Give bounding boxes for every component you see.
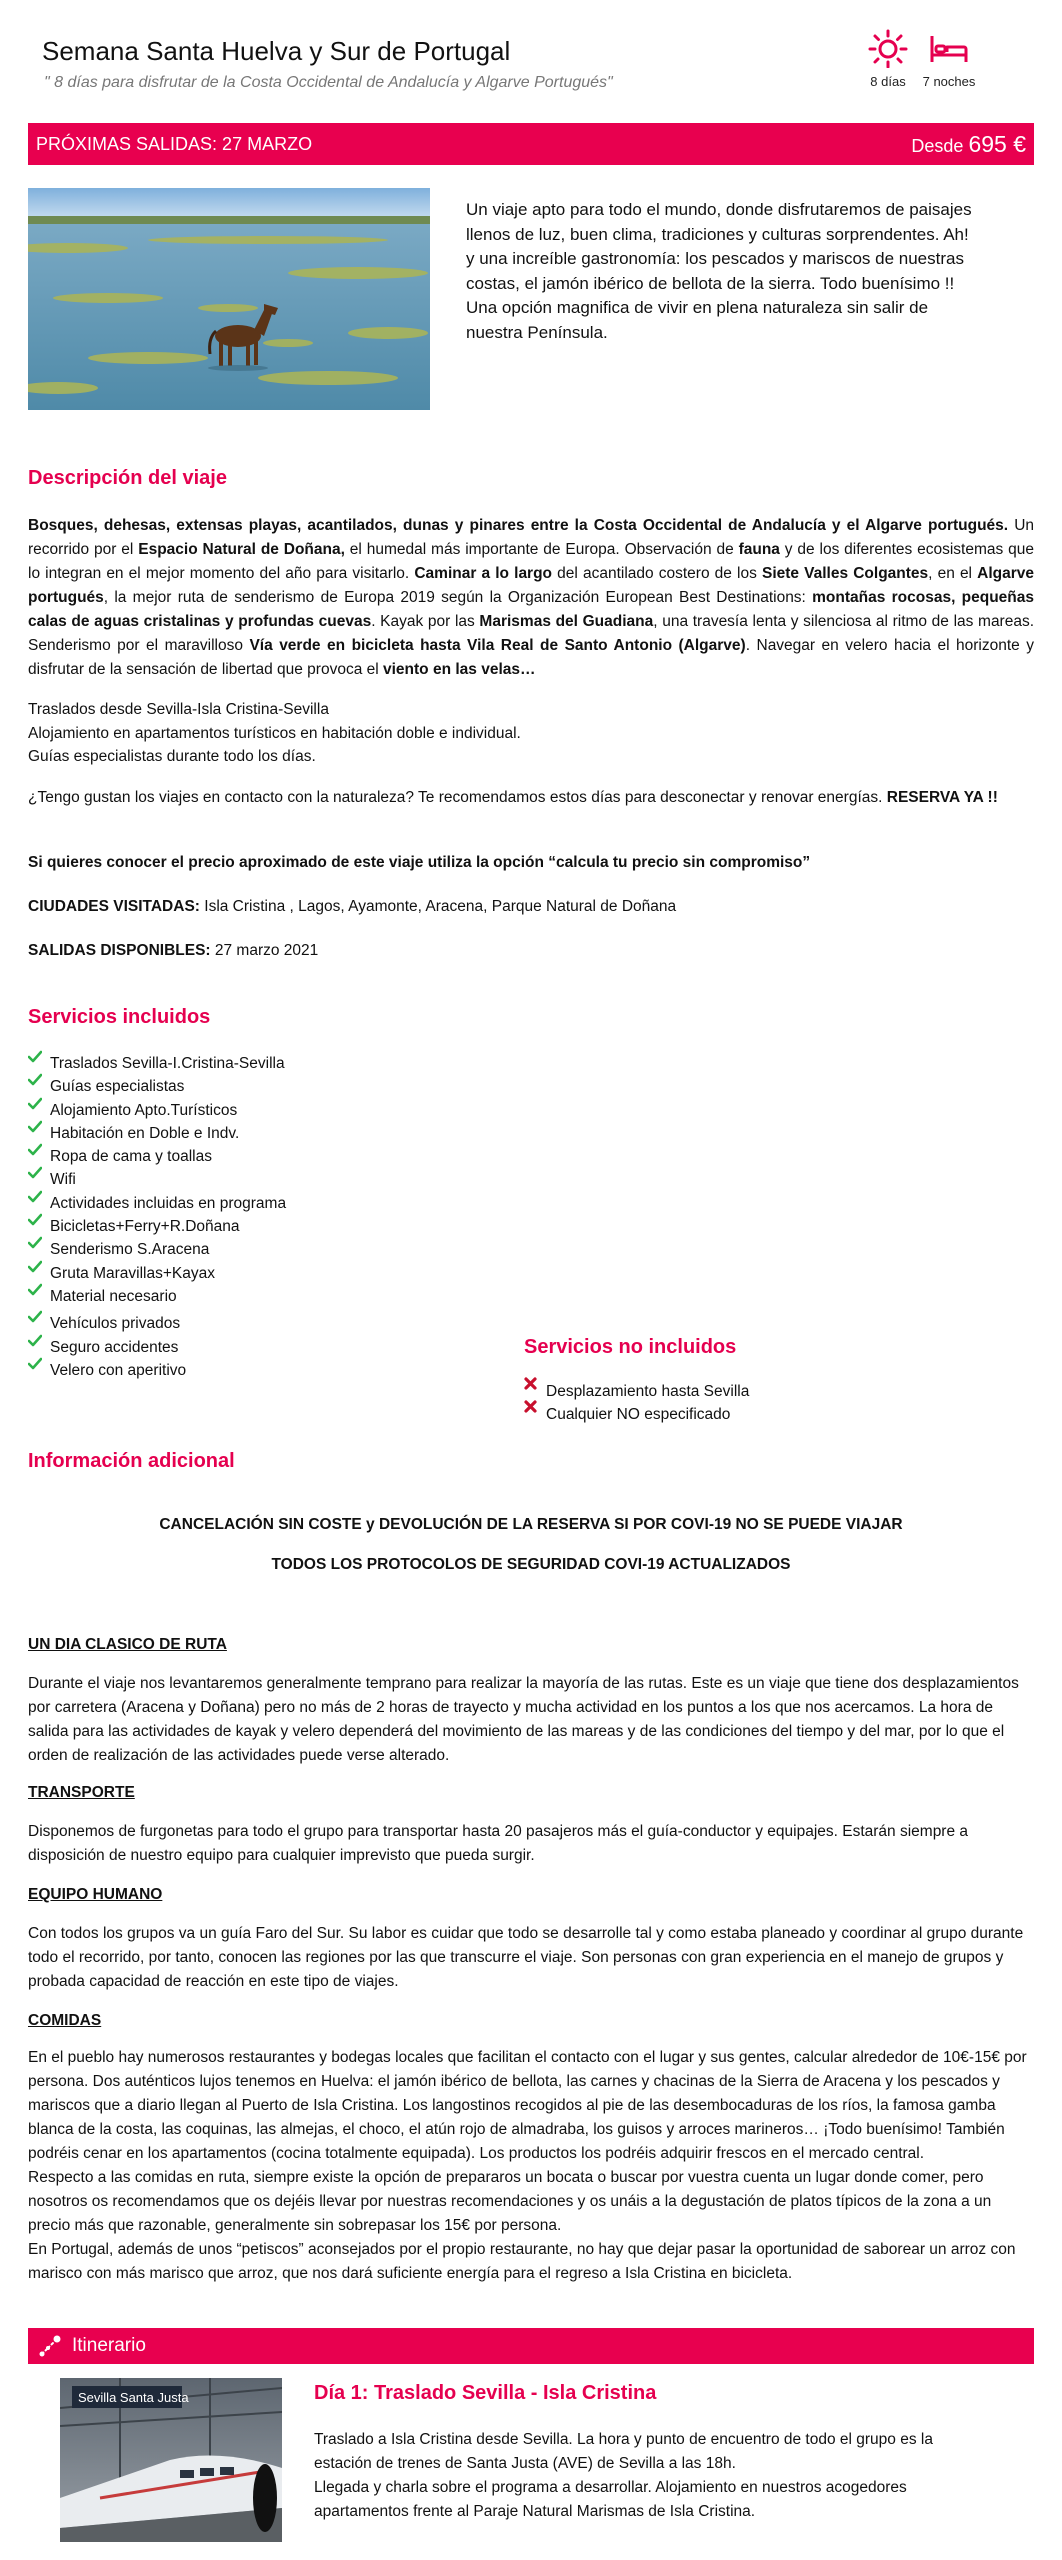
check-icon [28,1334,42,1348]
covid-protocol-notice: TODOS LOS PROTOCOLOS DE SEGURIDAD COVI-19 ACTUALIZADOS [271,1556,791,1573]
check-icon [28,1260,42,1274]
check-icon [28,1190,42,1204]
service-label: Habitación en Doble e Indv. [50,1124,240,1142]
service-item [28,1122,488,1145]
service-label: Seguro accidentes [50,1338,179,1356]
service-item [28,1052,488,1075]
day1-line: estación de trenes de Santa Justa (AVE) de Sevilla a las 18h. [314,2455,736,2472]
intro-line: Un viaje apto para todo el mundo, donde disfrutaremos de paisajes [466,200,972,219]
service-label: Vehículos privados [50,1315,181,1333]
additional-heading: Información adicional [28,1450,235,1472]
desc-segment: Siete Valles Colgantes [761,565,929,582]
day1-title: Día 1: Traslado Sevilla - Isla Cristina [314,2382,657,2404]
itinerary-bar [28,2328,1034,2364]
section-text-team: Con todos los grupos va un guía Faro del Sur. Su labor es cuidar que todo se desarrolle tal y como estaba planeado y coordinar al grupo durante todo el recorrido, por tanto, conocen las regiones por las que transcurre el viaje. Son personas con gran experiencia en el manejo de grupos y probada capacidad de reacción en este tipo de viajes. [28,1925,1024,1990]
service-label: Actividades incluidas en programa [50,1194,287,1212]
desc-segment: Caminar a lo largo [414,565,553,582]
service-item [28,1238,488,1261]
day1-line: Traslado a Isla Cristina desde Sevilla. La hora y punto de encuentro de todo el grupo es la [314,2431,933,2448]
day1-line: Llegada y charla sobre el programa a desarrollar. Alojamiento en nuestros acogedores [314,2479,907,2496]
desc-segment: , en el [928,565,978,582]
cities-value: Isla Cristina , Lagos, Ayamonte, Aracena, Parque Natural de Doñana [199,898,677,915]
service-label: Velero con aperitivo [50,1361,187,1379]
service-label: Traslados Sevilla-I.Cristina-Sevilla [50,1055,285,1072]
check-icon [28,1073,42,1087]
section-text-transport: Disponemos de furgonetas para todo el grupo para transportar hasta 20 pasajeros más el guía-conductor y equipajes. Estarán siempre a disposición de nuestro equipo para cualquier imprevisto que pueda surgir. [28,1823,969,1864]
section-title-route: UN DIA CLASICO DE RUTA [28,1636,227,1653]
cross-icon [524,1400,537,1413]
service-label: Alojamiento Apto.Turísticos [50,1101,238,1119]
desc-segment: , una travesía lenta y silenciosa al ritmo de las mareas. Senderismo por el maravilloso [28,613,1035,654]
available-departures [28,942,318,960]
question-paragraph [28,786,1034,810]
service-label: Guías especialistas [50,1078,185,1096]
desc-segment: , la mejor ruta de senderismo de Europa 2019 según la Organización European Best Destinations: [103,589,813,606]
covid-cancel-notice: CANCELACIÓN SIN COSTE y DEVOLUCIÓN DE LA RESERVA SI POR COVI-19 NO SE PUEDE VIAJAR [159,1516,903,1533]
desc-segment: . Kayak por las [371,613,480,630]
price-prefix: Desde [911,136,964,156]
departures-avail-label: SALIDAS DISPONIBLES: [28,942,211,959]
service-label: Wifi [50,1171,76,1189]
price-from [911,131,1026,158]
section-title-meals: COMIDAS [28,2012,102,2029]
cities-visited [28,898,676,916]
desc-segment: viento en las velas… [383,661,536,678]
desc-line: Guías especialistas durante todo los días. [28,748,316,765]
intro-line: llenos de luz, buen clima, tradiciones y culturas sorprendentes. Ah! [466,224,969,244]
day1-photo [60,2378,282,2542]
service-item [28,1099,488,1122]
question-text: ¿Tengo gustan los viajes en contacto con la naturaleza? Te recomendamos estos días para desconectar y renovar energías. [28,789,887,806]
days-label: 8 días [870,74,906,89]
check-icon [28,1097,42,1111]
intro-line: nuestra Península. [466,322,608,342]
intro-line: y una increíble gastronomía: los pescados y mariscos de nuestras [466,249,964,268]
service-item [28,1145,488,1168]
desc-segment: el humedal más importante de Europa. Observación de [344,541,739,558]
check-icon [28,1236,42,1250]
service-label: Ropa de cama y toallas [50,1148,212,1166]
station-sign: Sevilla Santa Justa [78,2390,189,2405]
service-item [28,1168,488,1191]
included-list-extra [28,1312,488,1382]
meals-paragraph-2: Respecto a las comidas en ruta, siempre existe la opción de prepararos un bocata o buscar por vuestra cuenta un lugar donde comer, pero nosotros os recomendamos que os dejéis llevar por nuestras recomendaciones y os unáis a la degustación de platos típicos de la zona a un precio más que razonable, generalmente sin sobrepasar los 15€ por persona. [28,2169,992,2234]
service-label: Material necesario [50,1287,177,1305]
section-title-transport: TRANSPORTE [28,1784,135,1801]
meals-paragraph-1: En el pueblo hay numerosos restaurantes y bodegas locales que facilitan el contacto con el lugar y sus gentes, calcular alrededor de 10€-15€ por persona. Dos auténticos lujos tenemos en Huelva: el jamón ibérico de bellota, las carnes y chacinas de la Sierra de Aracena y los pescados y mariscos que a diario llegan al Puerto de Isla Cristina. Los langostinos recogidos al pie de las desembocaduras de los ríos, la famosa gamba blanca de la costa, las coquinas, las almejas, el choco, el atún rojo de almadraba, los guisos y arroces marineros… ¡Todo buenísimo! También podréis cenar en los apartamentos (cocina totalmente equipada). Los productos los podréis adquirir frescos en el mercado central. [28,2049,1027,2162]
route-icon [38,2335,62,2357]
service-label: Cualquier NO especificado [546,1406,731,1423]
section-title-team: EQUIPO HUMANO [28,1886,163,1903]
service-item [28,1359,488,1382]
section-text-meals [28,2046,1034,2286]
desc-segment: fauna [738,541,780,558]
service-item [28,1336,488,1359]
reserve-call: RESERVA YA !! [886,789,998,806]
check-icon [28,1283,42,1297]
intro-line: costas, el jamón ibérico de bellota de la sierra. Todo buenísimo !! [466,273,955,293]
service-item [28,1215,488,1238]
desc-segment: Bosques, dehesas, extensas playas, acantilados, dunas y pinares entre la Costa Occidental de Andalucía y el Algarve portugués. [28,517,1009,534]
sun-icon [868,28,908,68]
page-title: Semana Santa Huelva y Sur de Portugal [42,36,511,66]
service-item [28,1285,488,1308]
desc-segment: Marismas del Guadiana [479,613,654,630]
section-text-route: Durante el viaje nos levantaremos generalmente temprano para realizar la mayoría de las rutas. Este es un viaje que tiene dos desplazamientos por carretera (Aracena y Doñana) pero no más de 2 horas de trayecto y mucha actividad en los puntos a los que nos acercamos. La hora de salida para las actividades de kayak y velero dependerá del movimiento de las mareas y de las condiciones del tiempo y del mar, por lo que el orden de realización de las actividades puede verse alterado. [28,1675,1019,1764]
price-value: 695 € [968,131,1026,157]
departures-label: PRÓXIMAS SALIDAS: 27 MARZO [36,134,313,154]
intro-text [466,198,1006,345]
day1-description [314,2428,1004,2524]
check-icon [28,1310,42,1324]
service-item [524,1380,1004,1403]
desc-segment: y de los diferentes ecosistemas que lo integran en el mejor momento del año para visitarlo. [28,541,1034,582]
service-label: Gruta Maravillas+Kayax [50,1264,215,1282]
departures-bar [28,123,1034,165]
nights-label: 7 noches [922,74,976,89]
desc-segment: Un recorrido por el [28,517,1035,558]
not-included-list-wrap [524,1380,1004,1426]
service-item [28,1262,488,1285]
desc-segment: Espacio Natural de Doñana, [138,541,345,558]
check-icon [28,1357,42,1371]
check-icon [28,1120,42,1134]
service-label: Desplazamiento hasta Sevilla [546,1383,750,1400]
hero-photo [28,188,430,410]
included-list [28,1052,488,1308]
service-item [524,1403,1004,1426]
check-icon [28,1213,42,1227]
nights-info [904,28,994,89]
price-hint: Si quieres conocer el precio aproximado de este viaje utiliza la opción “calcula tu precio sin compromiso” [28,854,811,871]
cities-label: CIUDADES VISITADAS: [28,898,200,915]
included-heading: Servicios incluidos [28,1006,211,1028]
desc-segment: . Navegar en velero hacia el horizonte y disfrutar de la sensación de libertad que provoca el [28,637,1034,678]
service-item [28,1192,488,1215]
desc-line: Alojamiento en apartamentos turísticos en habitación doble e individual. [28,724,521,742]
included-list-wrap [28,1052,488,1382]
page-subtitle: " 8 días para disfrutar de la Costa Occidental de Andalucía y Algarve Portugués" [44,74,613,91]
check-icon [28,1050,42,1064]
departures-avail-value: 27 marzo 2021 [210,942,319,959]
description-lines [28,698,521,769]
itinerary-heading: Itinerario [72,2335,146,2356]
day1-line: apartamentos frente al Paraje Natural Marismas de Isla Cristina. [314,2503,756,2520]
desc-segment: Algarve portugués [28,565,1034,606]
description-paragraph [28,514,1034,682]
service-label: Senderismo S.Aracena [50,1241,210,1259]
bed-icon [927,28,971,68]
description-heading: Descripción del viaje [28,467,227,489]
desc-line: Traslados desde Sevilla-Isla Cristina-Sevilla [28,701,329,718]
check-icon [28,1143,42,1157]
not-included-heading: Servicios no incluidos [524,1336,737,1358]
not-included-list [524,1380,1004,1426]
check-icon [28,1166,42,1180]
desc-segment: del acantilado costero de los [552,565,762,582]
service-item [28,1075,488,1098]
desc-segment: Vía verde en bicicleta hasta Vila Real de Santo Antonio (Algarve) [249,637,746,654]
cross-icon [524,1377,537,1390]
meals-paragraph-3: En Portugal, además de unos “petiscos” aconsejados por el propio restaurante, no hay que dejar pasar la oportunidad de saborear un arroz con marisco con más marisco que arroz, que nos dará suficiente energía para el regreso a Isla Cristina en bicicleta. [28,2241,1016,2282]
desc-segment: montañas rocosas, pequeñas calas de aguas cristalinas y profundas cuevas [28,589,1034,630]
service-item [28,1312,488,1335]
intro-line: Una opción magnifica de vivir en plena naturaleza sin salir de [466,298,929,317]
service-label: Bicicletas+Ferry+R.Doñana [50,1218,240,1236]
